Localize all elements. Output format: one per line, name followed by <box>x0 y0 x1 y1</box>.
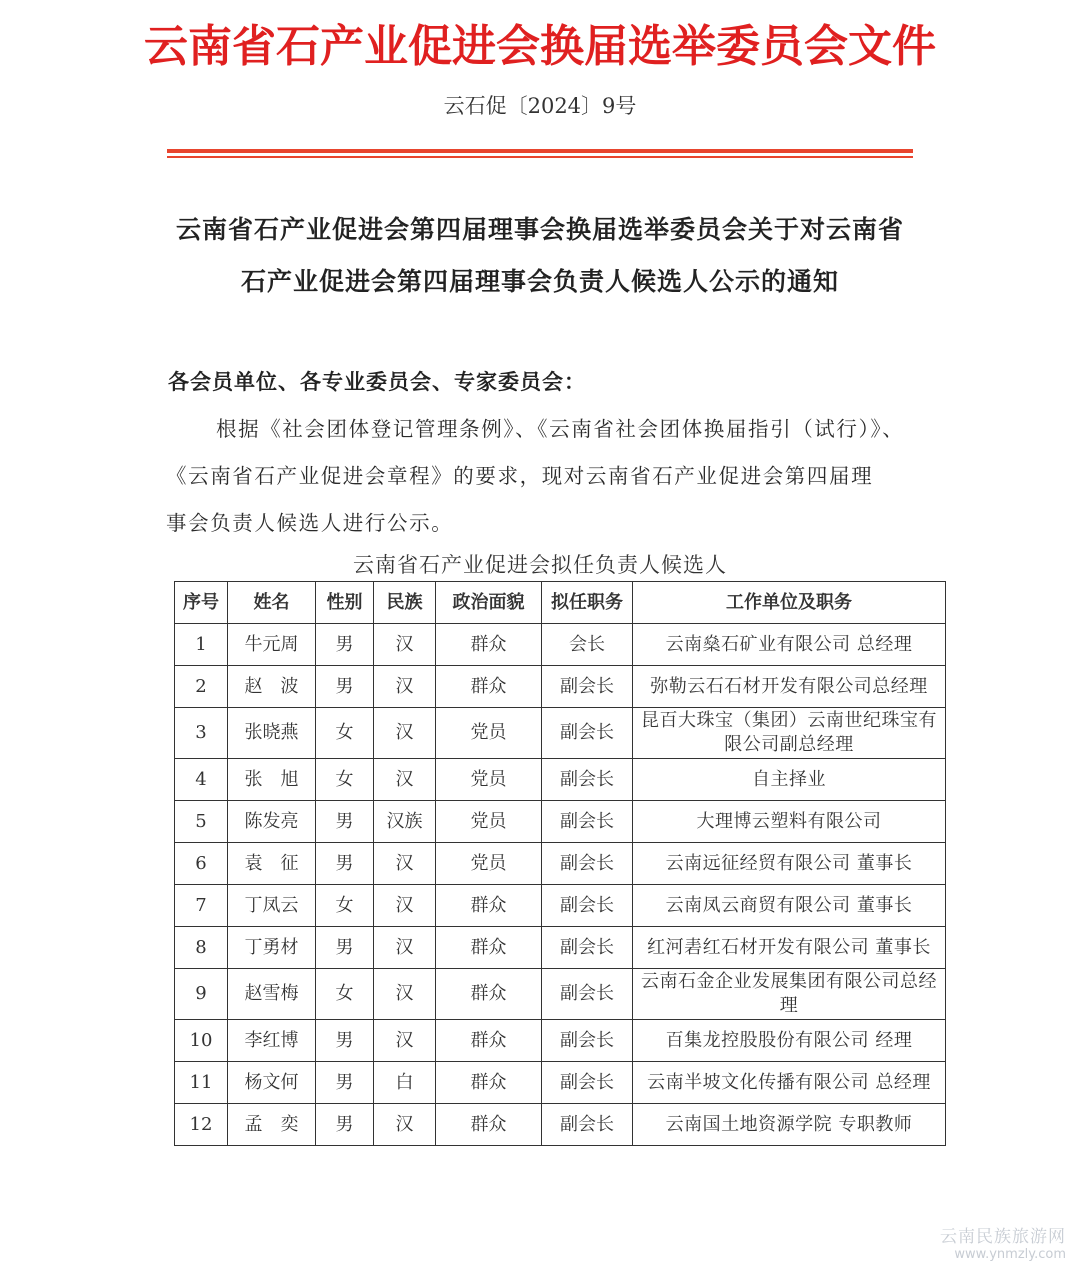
cell-political-status: 党员 <box>436 759 542 801</box>
cell-name: 李红博 <box>228 1020 316 1062</box>
table-row <box>175 927 946 969</box>
header-divider-thin <box>167 156 913 158</box>
cell-proposed-position: 副会长 <box>542 1062 633 1104</box>
cell-proposed-position: 副会长 <box>542 969 633 1020</box>
table-row <box>175 666 946 708</box>
table-row <box>175 1020 946 1062</box>
cell-name: 孟 奕 <box>228 1104 316 1146</box>
cell-proposed-position: 副会长 <box>542 843 633 885</box>
cell-index: 2 <box>175 666 228 708</box>
cell-employer-and-title: 云南燊石矿业有限公司 总经理 <box>633 624 946 666</box>
cell-ethnicity: 汉 <box>374 708 436 759</box>
cell-ethnicity: 汉 <box>374 624 436 666</box>
cell-name: 陈发亮 <box>228 801 316 843</box>
cell-political-status: 群众 <box>436 969 542 1020</box>
table-row <box>175 759 946 801</box>
cell-political-status: 群众 <box>436 1062 542 1104</box>
cell-name: 丁凤云 <box>228 885 316 927</box>
cell-gender: 女 <box>316 885 374 927</box>
cell-proposed-position: 会长 <box>542 624 633 666</box>
cell-index: 11 <box>175 1062 228 1104</box>
cell-name: 赵 波 <box>228 666 316 708</box>
site-watermark <box>940 1222 1066 1262</box>
cell-political-status: 群众 <box>436 624 542 666</box>
cell-gender: 男 <box>316 1104 374 1146</box>
table-row <box>175 624 946 666</box>
cell-employer-and-title: 云南远征经贸有限公司 董事长 <box>633 843 946 885</box>
cell-index: 7 <box>175 885 228 927</box>
cell-employer-and-title: 自主择业 <box>633 759 946 801</box>
cell-employer-and-title: 弥勒云石石材开发有限公司总经理 <box>633 666 946 708</box>
cell-political-status: 群众 <box>436 1020 542 1062</box>
cell-index: 6 <box>175 843 228 885</box>
header-divider-thick <box>167 149 913 153</box>
candidates-table <box>174 581 946 1146</box>
cell-index: 9 <box>175 969 228 1020</box>
body-paragraph-line-2: 《云南省石产业促进会章程》的要求，现对云南省石产业促进会第四届理 <box>166 464 874 488</box>
cell-proposed-position: 副会长 <box>542 708 633 759</box>
cell-index: 1 <box>175 624 228 666</box>
notice-title-line-2: 石产业促进会第四届理事会负责人候选人公示的通知 <box>240 267 839 296</box>
cell-ethnicity: 汉族 <box>374 801 436 843</box>
cell-gender: 女 <box>316 969 374 1020</box>
cell-employer-and-title: 大理博云塑料有限公司 <box>633 801 946 843</box>
cell-ethnicity: 汉 <box>374 885 436 927</box>
cell-employer-and-title: 云南石金企业发展集团有限公司总经理 <box>633 969 946 1020</box>
cell-political-status: 党员 <box>436 708 542 759</box>
table-row <box>175 708 946 759</box>
cell-proposed-position: 副会长 <box>542 927 633 969</box>
table-row <box>175 843 946 885</box>
cell-name: 杨文何 <box>228 1062 316 1104</box>
document-header-title: 云南省石产业促进会换届选举委员会文件 <box>144 21 936 72</box>
cell-proposed-position: 副会长 <box>542 801 633 843</box>
cell-ethnicity: 汉 <box>374 969 436 1020</box>
cell-employer-and-title: 红河砉红石材开发有限公司 董事长 <box>633 927 946 969</box>
cell-ethnicity: 汉 <box>374 1020 436 1062</box>
table-row <box>175 801 946 843</box>
table-row <box>175 969 946 1020</box>
cell-political-status: 群众 <box>436 927 542 969</box>
body-paragraph-line-1: 根据《社会团体登记管理条例》、《云南省社会团体换届指引（试行）》、 <box>216 417 905 441</box>
cell-name: 张 旭 <box>228 759 316 801</box>
table-row <box>175 1104 946 1146</box>
cell-name: 牛元周 <box>228 624 316 666</box>
cell-employer-and-title: 百集龙控股股份有限公司 经理 <box>633 1020 946 1062</box>
cell-name: 袁 征 <box>228 843 316 885</box>
cell-proposed-position: 副会长 <box>542 1020 633 1062</box>
cell-proposed-position: 副会长 <box>542 759 633 801</box>
cell-political-status: 党员 <box>436 843 542 885</box>
cell-political-status: 群众 <box>436 885 542 927</box>
cell-name: 赵雪梅 <box>228 969 316 1020</box>
cell-index: 3 <box>175 708 228 759</box>
column-header-gender: 性别 <box>316 582 374 624</box>
cell-gender: 男 <box>316 927 374 969</box>
cell-gender: 男 <box>316 666 374 708</box>
cell-proposed-position: 副会长 <box>542 666 633 708</box>
cell-index: 10 <box>175 1020 228 1062</box>
table-caption: 云南省石产业促进会拟任负责人候选人 <box>353 553 727 577</box>
cell-index: 8 <box>175 927 228 969</box>
cell-ethnicity: 汉 <box>374 843 436 885</box>
column-header-proposed-position: 拟任职务 <box>542 582 633 624</box>
cell-employer-and-title: 昆百大珠宝（集团）云南世纪珠宝有限公司副总经理 <box>633 708 946 759</box>
cell-gender: 男 <box>316 1062 374 1104</box>
column-header-index: 序号 <box>175 582 228 624</box>
cell-index: 5 <box>175 801 228 843</box>
notice-title-line-1: 云南省石产业促进会第四届理事会换届选举委员会关于对云南省 <box>175 215 904 244</box>
cell-proposed-position: 副会长 <box>542 1104 633 1146</box>
watermark-site-name: 云南民族旅游网 <box>940 1227 1066 1247</box>
cell-ethnicity: 白 <box>374 1062 436 1104</box>
body-paragraph-line-3: 事会负责人候选人进行公示。 <box>166 511 454 535</box>
column-header-ethnicity: 民族 <box>374 582 436 624</box>
cell-name: 丁勇材 <box>228 927 316 969</box>
salutation: 各会员单位、各专业委员会、专家委员会： <box>168 370 586 394</box>
cell-gender: 男 <box>316 624 374 666</box>
cell-employer-and-title: 云南凤云商贸有限公司 董事长 <box>633 885 946 927</box>
cell-index: 4 <box>175 759 228 801</box>
cell-gender: 男 <box>316 1020 374 1062</box>
cell-gender: 男 <box>316 801 374 843</box>
column-header-employer-and-title: 工作单位及职务 <box>633 582 946 624</box>
watermark-site-url: www.ynmzly.com <box>954 1247 1066 1262</box>
table-header-row <box>175 582 946 624</box>
cell-political-status: 群众 <box>436 1104 542 1146</box>
cell-political-status: 党员 <box>436 801 542 843</box>
column-header-political-status: 政治面貌 <box>436 582 542 624</box>
cell-employer-and-title: 云南国土地资源学院 专职教师 <box>633 1104 946 1146</box>
cell-name: 张晓燕 <box>228 708 316 759</box>
cell-index: 12 <box>175 1104 228 1146</box>
document-number: 云石促〔2024〕9号 <box>443 94 637 118</box>
cell-gender: 女 <box>316 708 374 759</box>
table-row <box>175 1062 946 1104</box>
cell-proposed-position: 副会长 <box>542 885 633 927</box>
cell-employer-and-title: 云南半坡文化传播有限公司 总经理 <box>633 1062 946 1104</box>
cell-ethnicity: 汉 <box>374 666 436 708</box>
cell-ethnicity: 汉 <box>374 927 436 969</box>
table-row <box>175 885 946 927</box>
cell-political-status: 群众 <box>436 666 542 708</box>
cell-gender: 女 <box>316 759 374 801</box>
column-header-name: 姓名 <box>228 582 316 624</box>
cell-ethnicity: 汉 <box>374 1104 436 1146</box>
cell-gender: 男 <box>316 843 374 885</box>
cell-ethnicity: 汉 <box>374 759 436 801</box>
